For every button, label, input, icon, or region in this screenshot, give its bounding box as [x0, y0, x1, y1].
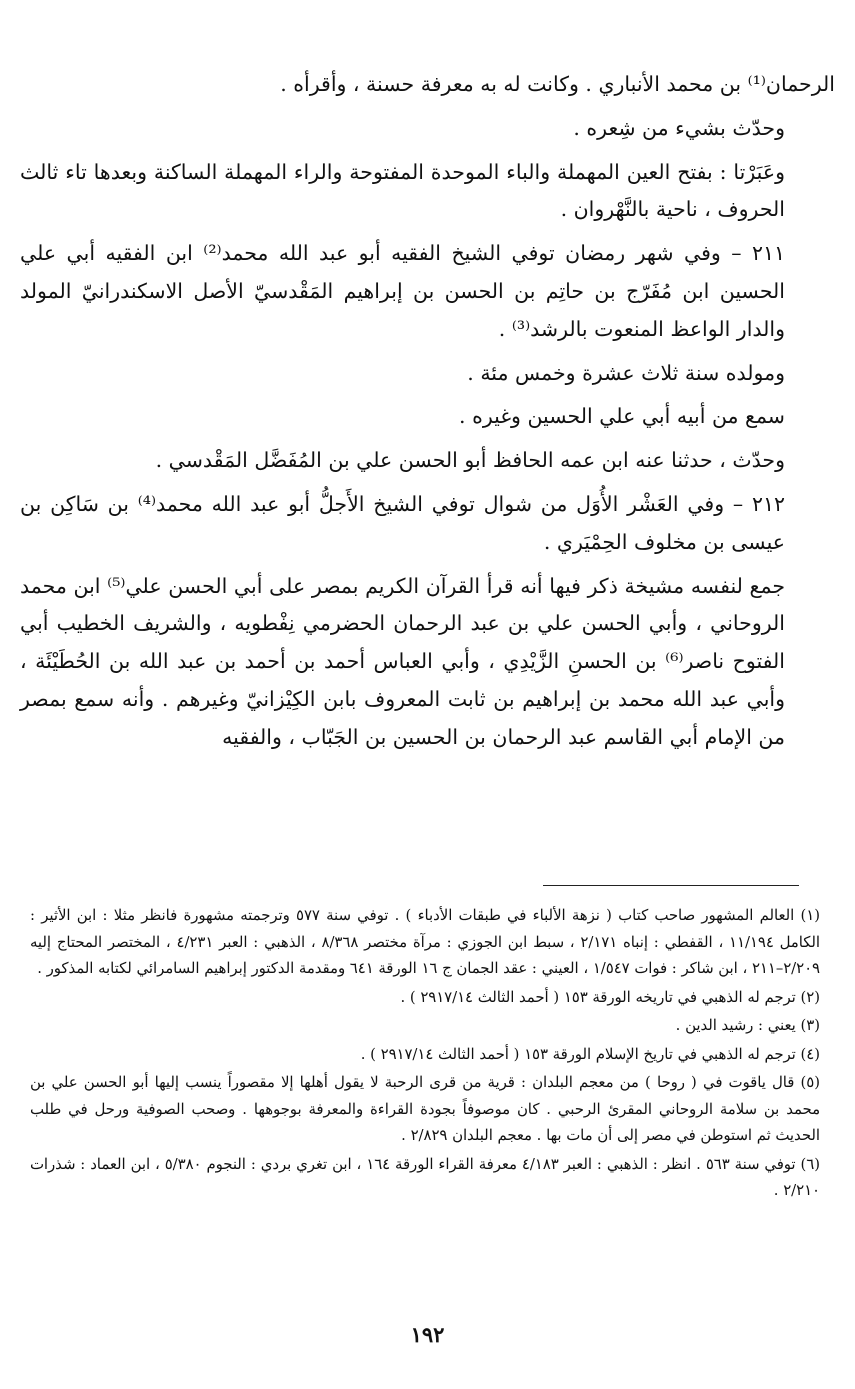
paragraph-2: وحدّث بشيء من شِعره .	[573, 115, 785, 140]
paragraph-1: الرحمان⁽¹⁾ بن محمد الأنباري . وكانت له به معرفة حسنة ، وأقرأه .	[280, 72, 835, 96]
footnote-3: (٣) يعني : رشيد الدين .	[675, 1017, 820, 1034]
paragraph-9: جمع لنفسه مشيخة ذكر فيها أنه قرأ القرآن الكريم بمصر على أبي الحسن علي⁽⁵⁾ ابن محمد الروحاني ، وأبي الحسن علي بن عبد الرحمان الحضرمي نِفْطويه ، والشريف الخطيب أبي الفتوح ناصر⁽⁶⁾ بن الحسنِ الزَّيْدِي ، وأبي العباس أحمد بن أحمد بن عبد الله بن الحُطَيْئَة ، وأبي عبد الله محمد بن إبراهيم بن ثابت المعروف بابن الكِيْزانيّ وغيرهم . وأنه سمع بمصر من الإمام أبي القاسم عبد الرحمان بن الحسين بن الجَبّاب ، والفقيه	[20, 573, 785, 749]
footnote-6: (٦) توفي سنة ٥٦٣ . انظر : الذهبي : العبر ٤/١٨٣ معرفة القراء الورقة ١٦٤ ، ابن تغري بردي : النجوم ٥/٣٨٠ ، ابن العماد : شذرات ٢/٢١٠ .	[30, 1155, 820, 1199]
paragraph-5: ومولده سنة ثلاث عشرة وخمس مئة .	[467, 360, 785, 385]
paragraph-7: وحدّث ، حدثنا عنه ابن عمه الحافظ أبو الحسن علي بن المُفَضَّل المَقْدسي .	[155, 448, 785, 473]
page-number: ١٩٢	[410, 1322, 445, 1347]
footnote-1: (١) العالم المشهور صاحب كتاب ( نزهة الألباء في طبقات الأدباء ) . توفي سنة ٥٧٧ وترجمته مشهورة فانظر مثلا : ابن الأثير : الكامل ١١/١٩٤ ، القفطي : إنباه ٢/١٧١ ، سبط ابن الجوزي : مرآة مختصر ٨/٣٦٨ ، الذهبي : العبر ٤/٢٣١ ، المختصر المحتاج إليه ٢/٢٠٩–٢١١ ، ابن شاكر : فوات ١/٥٤٧ ، العيني : عقد الجمان ج ١٦ الورقة ٦٤١ ومقدمة الدكتور إبراهيم السامرائي لكتابه المذكور .	[30, 907, 821, 977]
footnote-divider	[543, 885, 799, 886]
footnote-4: (٤) ترجم له الذهبي في تاريخ الإسلام الورقة ١٥٣ ( أحمد الثالث ٢٩١٧/١٤ ) .	[360, 1045, 820, 1063]
entry-211: ٢١١ – وفي شهر رمضان توفي الشيخ الفقيه أبو عبد الله محمد⁽²⁾ ابن الفقيه أبي علي الحسين ابن مُفَرّج بن حاتِم بن الحسن بن إبراهيم المَقْدسيّ الأصل الاسكندرانيّ المولد والدار الواعظ المنعوت بالرشد⁽³⁾ .	[20, 241, 785, 341]
paragraph-3: وعَبَرْتا : بفتح العين المهملة والباء الموحدة المفتوحة والراء المهملة الساكنة وبعدها تاء ثالث الحروف ، ناحية بالنَّهْروان .	[20, 159, 785, 222]
paragraph-6: سمع من أبيه أبي علي الحسين وغيره .	[459, 404, 785, 429]
main-text	[20, 66, 835, 763]
footnote-5: (٥) قال ياقوت في ( روحا ) من معجم البلدان : قرية من قرى الرحبة لا يقول أهلها إلا مقصوراً ينسب إليها أبو الحسن علي بن محمد بن سلامة الروحاني المقرئ الرحبي . كان موصوفاً بجودة القراءة والمعرفة بوجوهها . وصحب الصوفية ورحل في طلب الحديث ثم استوطن في مصر إلى أن مات بها . معجم البلدان ٢/٨٢٩ .	[30, 1074, 820, 1144]
footnotes	[30, 903, 820, 1207]
entry-212: ٢١٢ – وفي العَشْر الأُوَل من شوال توفي الشيخ الأَجلُّ أبو عبد الله محمد⁽⁴⁾ بن سَاكِن بن عيسى بن مخلوف الحِمْيَري .	[20, 491, 785, 554]
footnote-2: (٢) ترجم له الذهبي في تاريخه الورقة ١٥٣ ( أحمد الثالث ٢٩١٧/١٤ ) .	[400, 988, 820, 1006]
